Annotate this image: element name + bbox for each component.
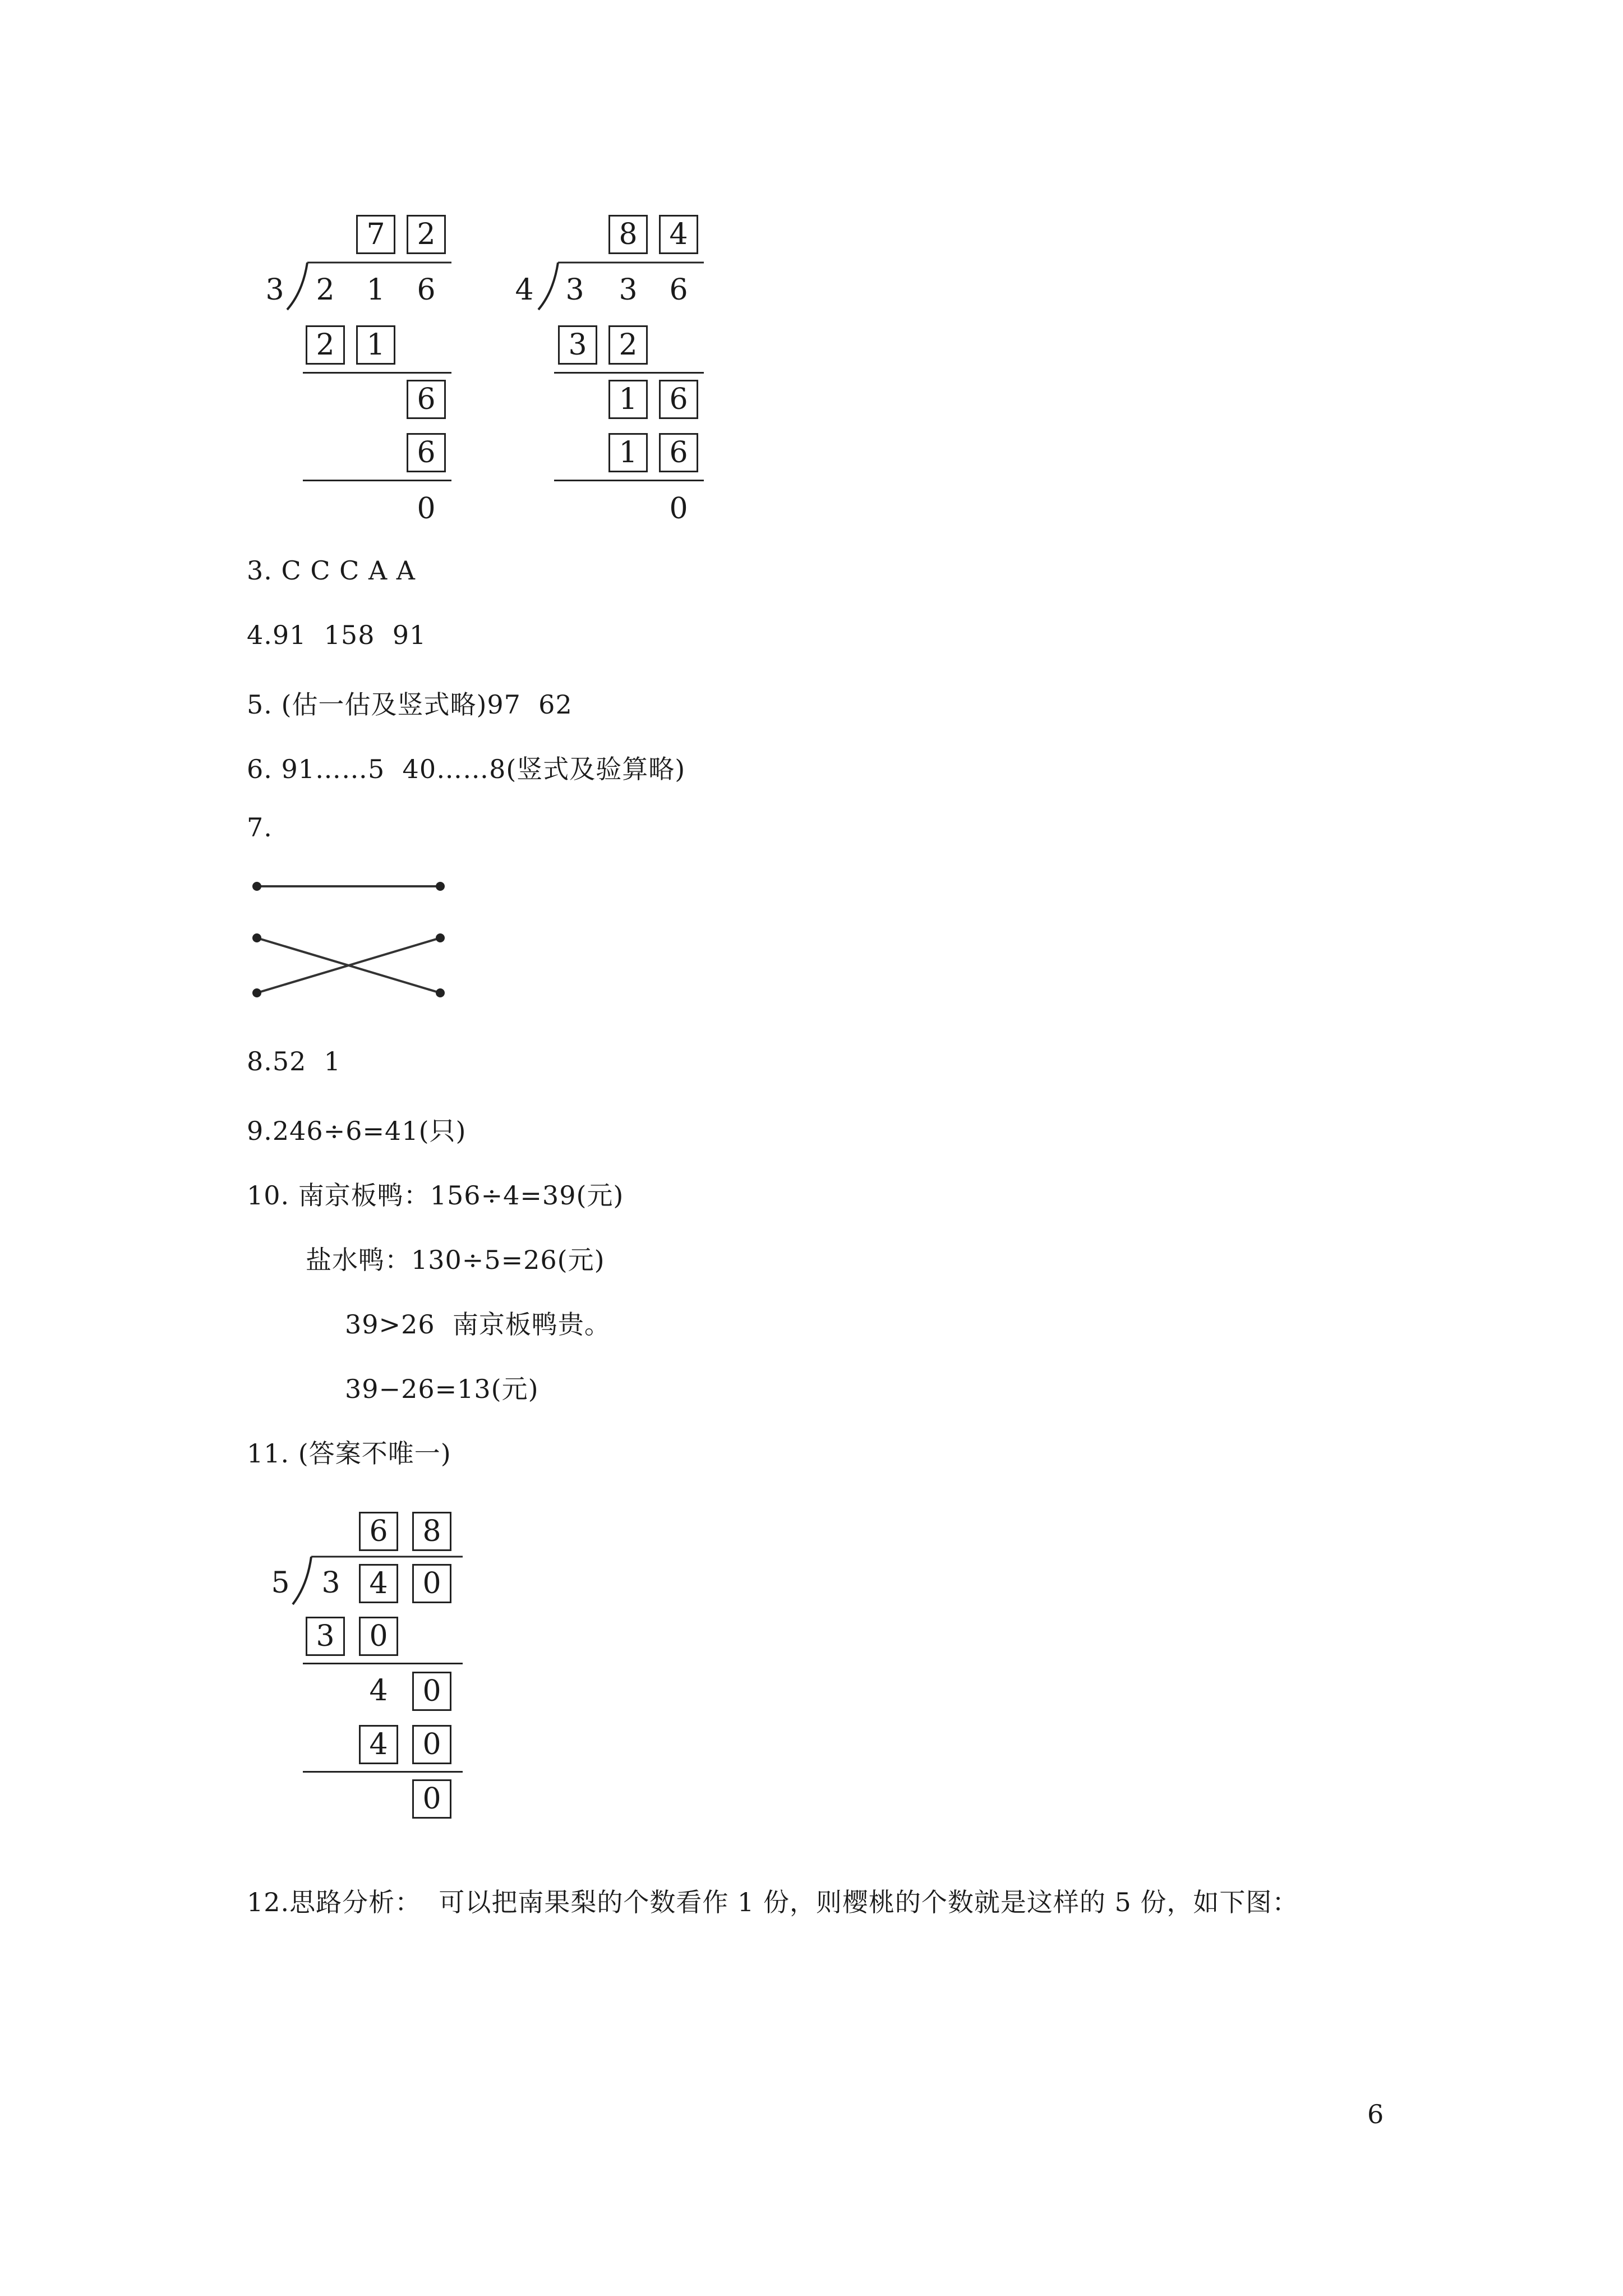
division-bracket [538, 263, 558, 310]
dividend-digit: 1 [366, 273, 385, 307]
dividend-digit: 4 [359, 1564, 398, 1603]
division-bracket [293, 1557, 311, 1604]
divisor: 4 [515, 273, 534, 307]
dividend-digit: 3 [619, 273, 638, 307]
step-digit: 1 [608, 433, 648, 472]
dividend-digit: 6 [669, 273, 688, 307]
match-dot [436, 882, 445, 891]
match-dot [436, 933, 445, 942]
step-digit: 0 [412, 1672, 451, 1711]
step-digit: 2 [608, 325, 648, 365]
quotient-digit: 8 [412, 1512, 451, 1551]
quotient-digit: 8 [608, 215, 648, 254]
step-digit: 3 [558, 325, 597, 365]
dividend-digit: 6 [417, 273, 436, 307]
dividend-digit: 2 [316, 273, 335, 307]
answer-8: 8.52 1 [247, 1046, 341, 1076]
step-digit: 4 [369, 1674, 388, 1708]
dividend-digit: 3 [565, 273, 584, 307]
answer-10-line2: 盐水鸭：130÷5=26(元) [306, 1245, 605, 1275]
answer-10-line4: 39−26=13(元) [345, 1374, 539, 1404]
step-digit: 0 [359, 1617, 398, 1656]
divisor: 3 [265, 273, 284, 307]
step-digit: 6 [659, 433, 698, 472]
answer-11: 11. (答案不唯一) [247, 1438, 451, 1469]
answer-6: 6. 91……5 40……8(竖式及验算略) [247, 754, 686, 784]
step-digit: 4 [359, 1725, 398, 1764]
remainder: 0 [669, 492, 688, 526]
step-digit: 0 [412, 1725, 451, 1764]
answer-9: 9.246÷6=41(只) [247, 1116, 467, 1146]
step-digit: 3 [306, 1617, 345, 1656]
step-digit: 6 [407, 433, 446, 472]
answer-10-line3: 39>26 南京板鸭贵。 [345, 1309, 611, 1340]
match-dot [252, 933, 261, 942]
dividend-digit: 3 [321, 1566, 340, 1600]
answer-5: 5. (估一估及竖式略)97 62 [247, 689, 573, 720]
quotient-digit: 7 [356, 215, 395, 254]
remainder: 0 [417, 492, 436, 526]
answer-10-line1: 10. 南京板鸭：156÷4=39(元) [247, 1180, 624, 1211]
answer-7: 7. [247, 812, 273, 843]
answer-4: 4.91 158 91 [247, 620, 427, 650]
quotient-digit: 6 [359, 1512, 398, 1551]
divisor: 5 [271, 1566, 290, 1600]
match-dot [436, 988, 445, 997]
quotient-digit: 2 [407, 215, 446, 254]
remainder: 0 [412, 1779, 451, 1819]
match-dot [252, 988, 261, 997]
matching-diagram [252, 882, 445, 997]
step-digit: 1 [608, 380, 648, 419]
quotient-digit: 4 [659, 215, 698, 254]
step-digit: 1 [356, 325, 395, 365]
step-digit: 6 [407, 380, 446, 419]
answer-3: 3. C C C A A [247, 555, 416, 586]
page-number: 6 [1367, 2099, 1385, 2129]
match-dot [252, 882, 261, 891]
step-digit: 2 [306, 325, 345, 365]
division-bracket [287, 263, 307, 310]
dividend-digit: 0 [412, 1564, 451, 1603]
step-digit: 6 [659, 380, 698, 419]
answer-12: 12.思路分析： 可以把南果梨的个数看作 1 份，则樱桃的个数就是这样的 5 份，如下图： [247, 1887, 1299, 1917]
